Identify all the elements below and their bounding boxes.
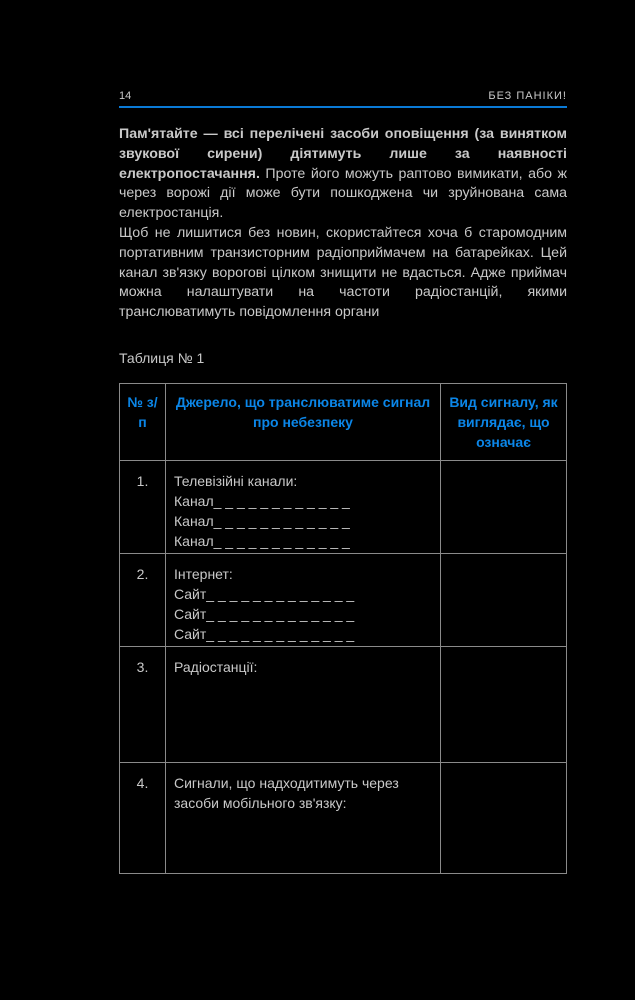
paragraph-1-rest: Проте його можуть раптово вимикати, або ж через ворожі дії може бути пошкоджена чи зруйнована сама електростанція. [119,165,567,222]
paragraph-1 [119,125,567,224]
row-source-line: Сайт_ _ _ _ _ _ _ _ _ _ _ _ _ [174,626,355,642]
header-number: № з/п [120,384,166,461]
table-caption: Таблиця № 1 [119,350,205,366]
row-number: 2. [120,554,166,647]
row-signal [441,763,567,874]
running-title: БЕЗ ПАНІКИ! [488,90,567,102]
row-source-line: Сигнали, що надходитимуть через [174,775,399,791]
page-number: 14 [119,90,132,102]
row-source [166,554,441,647]
table-row [120,763,567,874]
paragraph-2: Щоб не лишитися без новин, скористайтеся хоча б старомодним портативним транзисторним радіоприймачем на батарейках. Цей канал зв'язку ворогові цілком знищити не вдасться. Адже приймач можна налаштувати на частоти радіостанцій, якими транслюватимуть повідомлення органи [119,224,567,321]
paragraph-1-bold: Пам'ятайте — всі перелічені засоби оповіщення (за винятком звукової сирени) діятимуть лише за наявності електропостачання. [119,126,567,182]
table-row [120,647,567,763]
row-source-line: засоби мобільного зв'язку: [174,795,347,811]
row-source-line: Телевізійні канали: [174,473,298,489]
row-source-line: Канал_ _ _ _ _ _ _ _ _ _ _ _ [174,513,350,529]
header-source: Джерело, що транслюватиме сигнал про небезпеку [166,384,441,461]
body-text [119,125,567,323]
row-source-line: Інтернет: [174,566,233,582]
page-header [119,90,567,106]
row-number: 3. [120,647,166,763]
alert-sources-table [119,383,567,874]
row-source [166,461,441,554]
row-source-line: Радіостанції: [174,659,258,675]
row-signal [441,554,567,647]
row-source-line: Канал_ _ _ _ _ _ _ _ _ _ _ _ [174,533,350,549]
table-row [120,554,567,647]
table-row [120,461,567,554]
header-signal: Вид сигналу, як виглядає, що означає [441,384,567,461]
row-source-line: Канал_ _ _ _ _ _ _ _ _ _ _ _ [174,493,350,509]
row-signal [441,461,567,554]
table-header-row [120,384,567,461]
row-source [166,647,441,763]
row-source [166,763,441,874]
header-rule [119,106,567,108]
row-signal [441,647,567,763]
row-source-line: Сайт_ _ _ _ _ _ _ _ _ _ _ _ _ [174,606,355,622]
row-source-line: Сайт_ _ _ _ _ _ _ _ _ _ _ _ _ [174,586,355,602]
row-number: 1. [120,461,166,554]
row-number: 4. [120,763,166,874]
